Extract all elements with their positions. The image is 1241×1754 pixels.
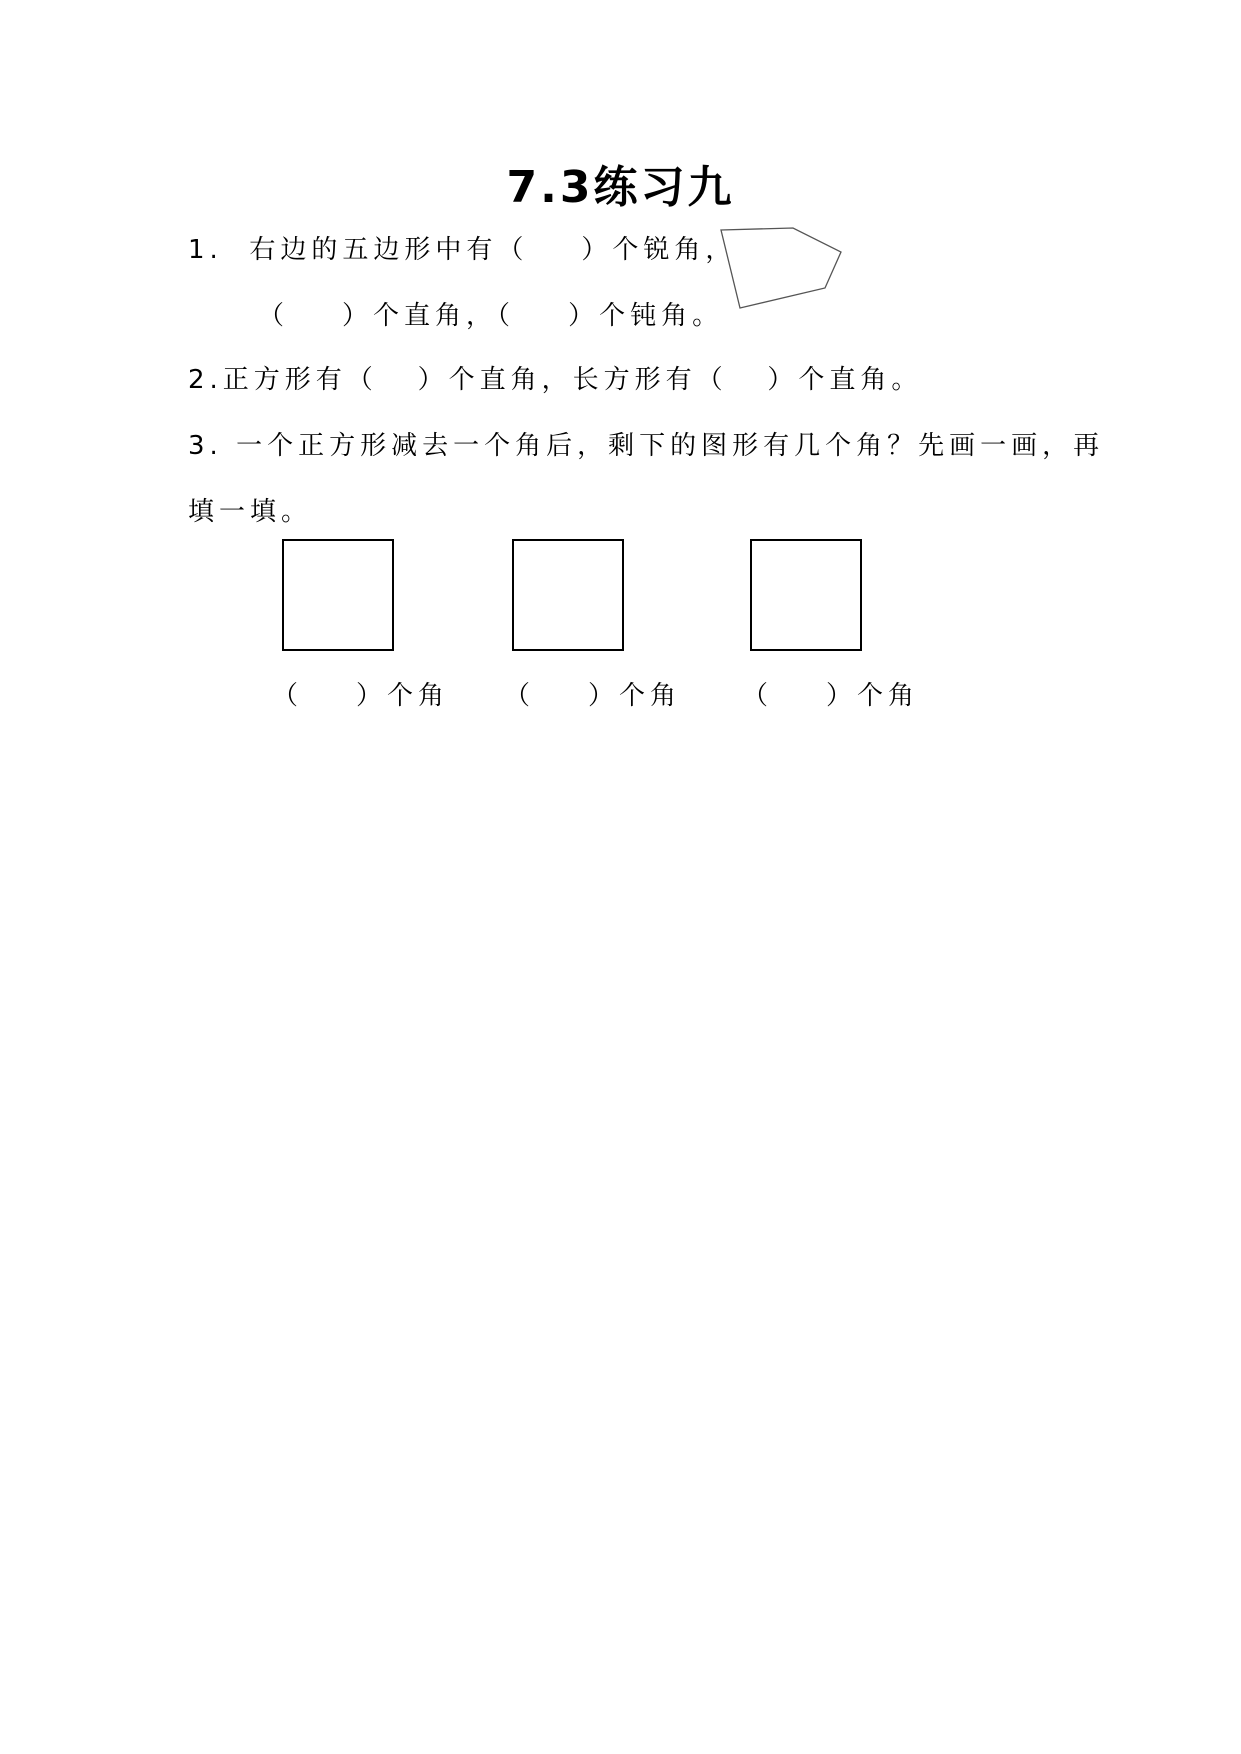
square-drawing-box-1[interactable] bbox=[282, 539, 394, 651]
square-drawing-box-2[interactable] bbox=[512, 539, 624, 651]
question-1-line-2: （ ）个直角，（ ）个钝角。 bbox=[258, 301, 724, 331]
answer-blank-1[interactable]: （ ）个角 bbox=[272, 681, 450, 711]
question-3-line-2: 填一填。 bbox=[188, 497, 313, 527]
answer-blank-3[interactable]: （ ）个角 bbox=[742, 681, 920, 711]
pentagon-figure bbox=[718, 222, 848, 314]
square-drawing-box-3[interactable] bbox=[750, 539, 862, 651]
question-2-line: 2.正方形有（ ）个直角，长方形有（ ）个直角。 bbox=[188, 365, 923, 395]
question-3-line-1: 3. 一个正方形减去一个角后，剩下的图形有几个角？先画一画，再 bbox=[188, 431, 1105, 461]
question-1-line-1: 1. 右边的五边形中有（ ）个锐角， bbox=[188, 235, 737, 265]
page-title: 7.3练习九 bbox=[506, 162, 735, 213]
answer-blank-2[interactable]: （ ）个角 bbox=[504, 681, 682, 711]
